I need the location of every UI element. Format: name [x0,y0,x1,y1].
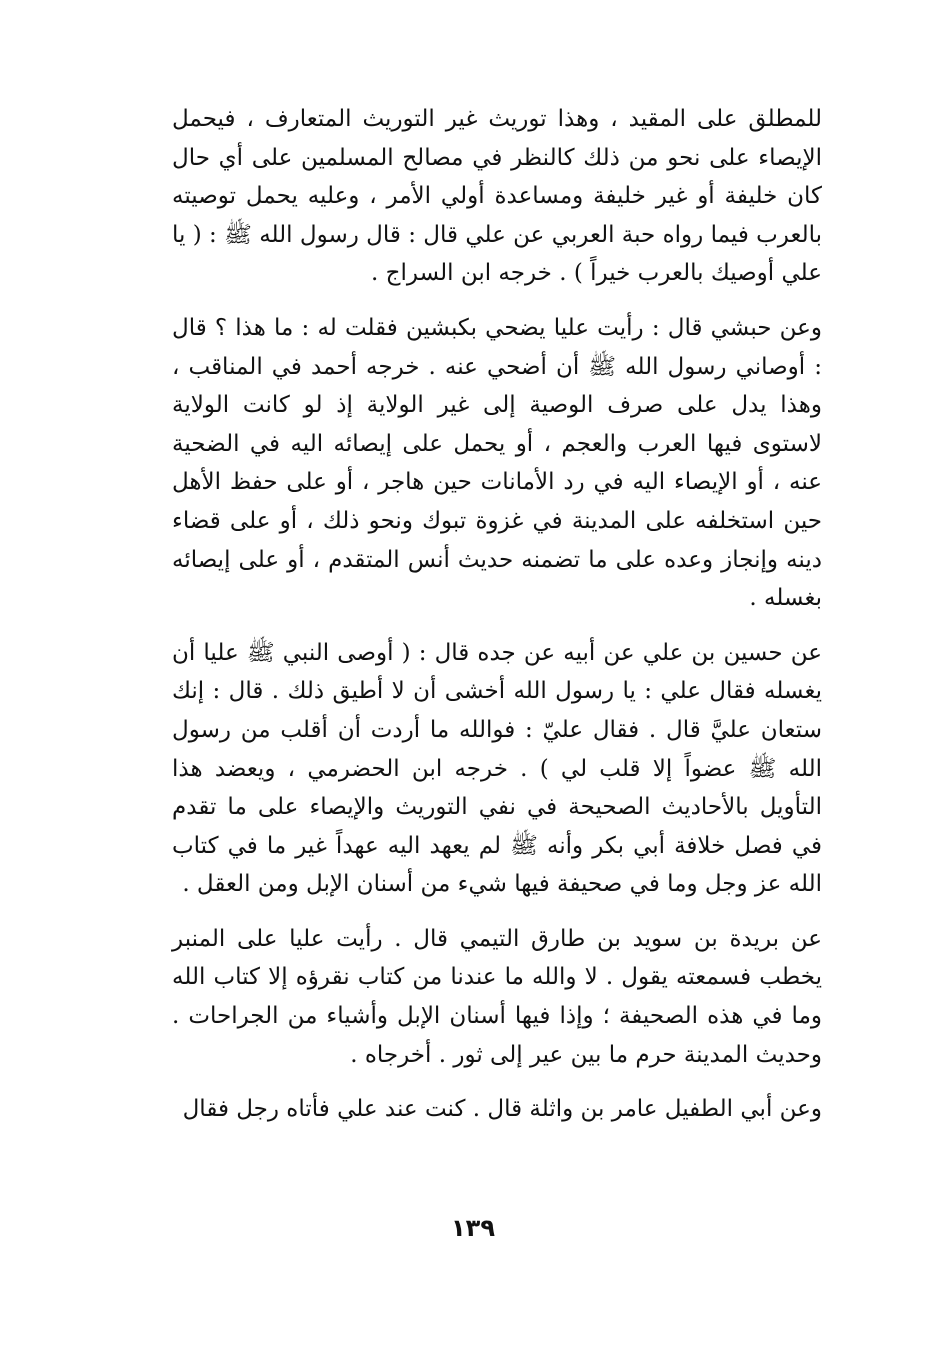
paragraph-2: وعن حبشي قال : رأيت عليا يضحي بكبشين فقلت له : ما هذا ؟ قال : أوصاني رسول الله ﷺ أن أضحي عنه . خرجه أحمد في المناقب ، وهذا يدل على صرف الوصية إلى غير الولاية إذ لو كانت الولاية لاستوى فيها العرب والعجم ، أو يحمل على إيصائه اليه في الضحية عنه ، أو الإيصاء اليه في رد الأمانات حين هاجر ، أو على حفظ الأهل حين استخلفه على المدينة في غزوة تبوك ونحو ذلك ، أو على قضاء دينه وإنجاز وعده على ما تضمنه حديث أنس المتقدم ، أو على إيصائه بغسله . [172,314,822,612]
paragraph-5: وعن أبي الطفيل عامر بن واثلة قال . كنت عند علي فأتاه رجل فقال [182,1096,822,1123]
body-text [172,100,822,1145]
paragraph-1: للمطلق على المقيد ، وهذا توريث غير التوريث المتعارف ، فيحمل الإيصاء على نحو من ذلك كالنظر في مصالح المسلمين على أي حال كان خليفة أو غير خليفة ومساعدة أولي الأمر ، وعليه يحمل توصيته بالعرب فيما رواه حبة العربي عن علي قال : قال رسول الله ﷺ : ( يا علي أوصيك بالعرب خيراً ) . خرجه ابن السراج . [172,106,822,287]
page-number: ١٣٩ [451,1214,495,1242]
paragraph-4: عن بريدة بن سويد بن طارق التيمي قال . رأيت عليا على المنبر يخطب فسمعته يقول . لا والله ما عندنا من كتاب نقرؤه إلا كتاب الله وما في هذه الصحيفة ؛ وإذا فيها أسنان الإبل وأشياء من الجراحات . وحديث المدينة حرم ما بين عير إلى ثور . أخرجاه . [172,925,822,1068]
paragraph-3: عن حسين بن علي عن أبيه عن جده قال : ( أوصى النبي ﷺ عليا أن يغسله فقال علي : يا رسول الله أخشى أن لا أطيق ذلك . قال : إنك ستعان عليَّ قال . فقال عليّ : فوالله ما أردت أن أقلب من رسول الله ﷺ عضواً إلا قلب لي ) . خرجه ابن الحضرمي ، ويعضد هذا التأويل بالأحاديث الصحيحة في نفي التوريث والإيصاء على ما تقدم في فصل خلافة أبي بكر وأنه ﷺ لم يعهد اليه عهداً غير ما في كتاب الله عز وجل وما في صحيفة فيها شيء من أسنان الإبل ومن العقل . [172,639,822,898]
